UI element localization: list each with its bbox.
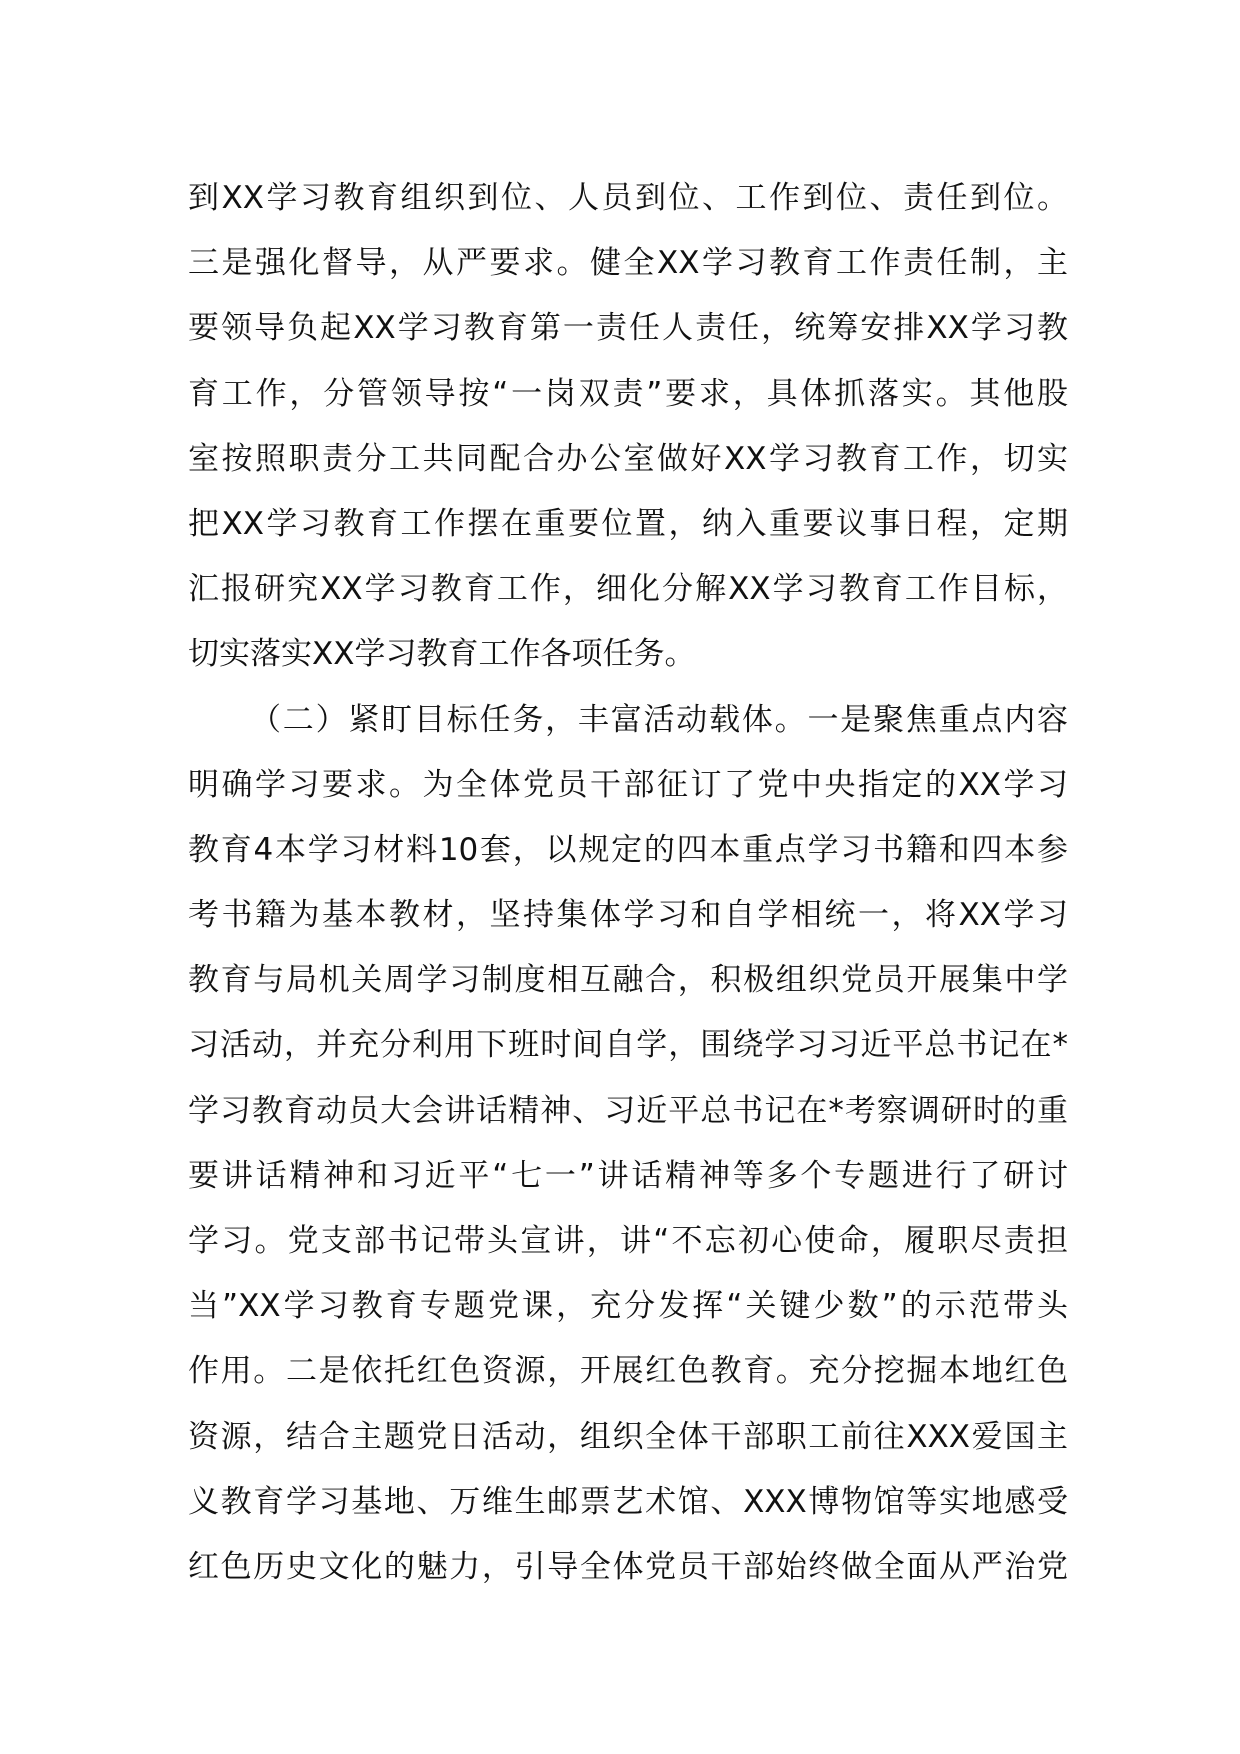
paragraph-last-line: 切实落实XX学习教育工作各项任务。 — [188, 636, 696, 673]
document-body — [188, 166, 1068, 1600]
text-line: 育工作，分管领导按“一岗双责”要求，具体抓落实。其他股 — [188, 375, 1068, 412]
text-line: 教育4本学习材料10套，以规定的四本重点学习书籍和四本参 — [188, 831, 1068, 868]
text-line: 汇报研究XX学习教育工作，细化分解XX学习教育工作目标， — [188, 571, 1068, 608]
text-line: 明确学习要求。为全体党员干部征订了党中央指定的XX学习 — [188, 766, 1068, 803]
text-line: 学习教育动员大会讲话精神、习近平总书记在*考察调研时的重 — [188, 1092, 1068, 1129]
text-line: 资源，结合主题党日活动，组织全体干部职工前往XXX爱国主 — [188, 1418, 1068, 1455]
text-line: 三是强化督导，从严要求。健全XX学习教育工作责任制，主 — [188, 245, 1068, 282]
text-line: 当”XX学习教育专题党课，充分发挥“关键少数”的示范带头 — [188, 1288, 1068, 1325]
text-line: 习活动，并充分利用下班时间自学，围绕学习习近平总书记在* — [188, 1027, 1068, 1064]
text-line: 学习。党支部书记带头宣讲，讲“不忘初心使命，履职尽责担 — [188, 1223, 1068, 1259]
text-line: 考书籍为基本教材，坚持集体学习和自学相统一，将XX学习 — [188, 897, 1068, 934]
text-line: 室按照职责分工共同配合办公室做好XX学习教育工作，切实 — [188, 440, 1068, 477]
text-line: 把XX学习教育工作摆在重要位置，纳入重要议事日程，定期 — [188, 505, 1068, 542]
text-line: 教育与局机关周学习制度相互融合，积极组织党员开展集中学 — [188, 962, 1068, 999]
text-line: 红色历史文化的魅力，引导全体党员干部始终做全面从严治党 — [188, 1548, 1068, 1585]
paragraph-first-line: （二）紧盯目标任务，丰富活动载体。一是聚焦重点内容 — [250, 701, 1068, 738]
text-line: 要领导负起XX学习教育第一责任人责任，统筹安排XX学习教 — [188, 310, 1068, 347]
text-line: 作用。二是依托红色资源，开展红色教育。充分挖掘本地红色 — [188, 1353, 1068, 1390]
text-line: 到XX学习教育组织到位、人员到位、工作到位、责任到位。 — [188, 180, 1068, 216]
text-line: 要讲话精神和习近平“七一”讲话精神等多个专题进行了研讨 — [188, 1157, 1068, 1194]
text-line: 义教育学习基地、万维生邮票艺术馆、XXX博物馆等实地感受 — [188, 1483, 1068, 1520]
